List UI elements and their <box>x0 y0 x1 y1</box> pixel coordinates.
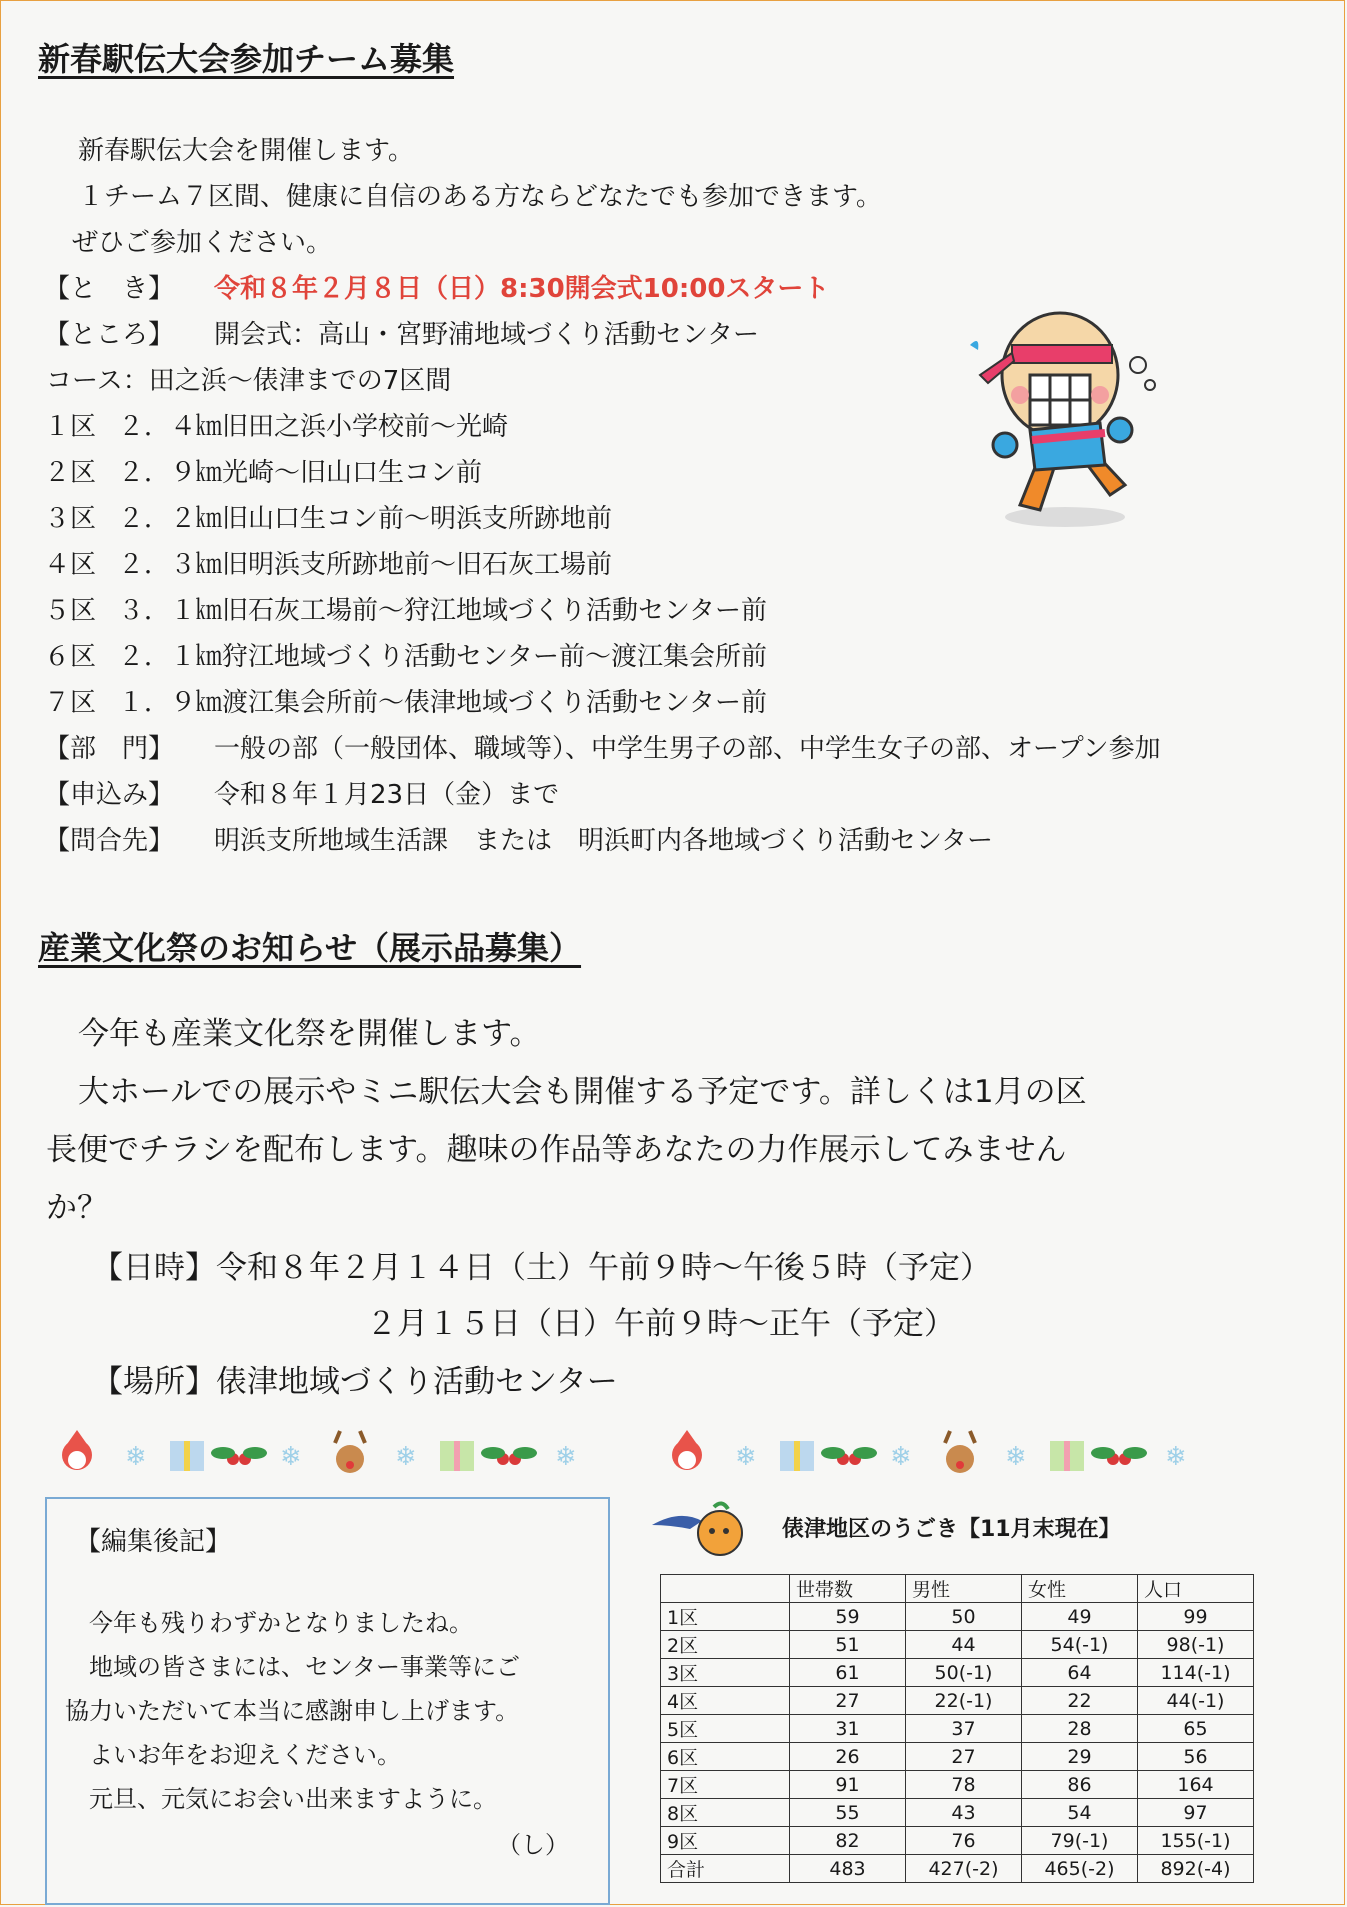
row-label: 7区 <box>661 1771 790 1799</box>
table-cell: 56 <box>1138 1743 1254 1771</box>
table-row <box>661 1743 1254 1771</box>
table-cell: 82 <box>790 1827 906 1855</box>
table-cell: 54(-1) <box>1022 1631 1138 1659</box>
table-header-cell: 女性 <box>1022 1575 1138 1603</box>
table-cell: 31 <box>790 1715 906 1743</box>
table-cell: 51 <box>790 1631 906 1659</box>
table-cell: 50(-1) <box>906 1659 1022 1687</box>
table-cell: 78 <box>906 1771 1022 1799</box>
leg-number: ５区 <box>44 596 97 626</box>
relay-intro-1: 新春駅伝大会を開催します。 <box>78 136 414 166</box>
table-cell: 61 <box>790 1659 906 1687</box>
relay-division <box>44 728 1161 765</box>
row-label: 1区 <box>661 1603 790 1631</box>
editor-title: 【編集後記】 <box>75 1527 232 1557</box>
relay-intro-2: １チーム７区間、健康に自信のある方ならどなたでも参加できます。 <box>78 182 882 212</box>
editor-line-1: 今年も残りわずかとなりましたね。 <box>89 1609 473 1637</box>
table-cell: 79(-1) <box>1022 1827 1138 1855</box>
table-cell: 27 <box>906 1743 1022 1771</box>
table-cell: 76 <box>906 1827 1022 1855</box>
table-cell: 65 <box>1138 1715 1254 1743</box>
editor-line-5: 元旦、元気にお会い出来ますように。 <box>89 1785 497 1813</box>
table-header-cell <box>661 1575 790 1603</box>
table-cell: 892(-4) <box>1138 1855 1254 1883</box>
contact-label: 【問合先】 <box>44 826 175 856</box>
editor-line-4: よいお年をお迎えください。 <box>89 1741 401 1769</box>
date-label: 【日時】 <box>92 1250 216 1286</box>
festival-p1: 今年も産業文化祭を開催します。 <box>78 1016 541 1052</box>
date-value-1: 令和８年２月１４日（土）午前９時～午後５時（予定） <box>216 1250 991 1286</box>
relay-where <box>44 314 759 351</box>
table-header-cell: 人口 <box>1138 1575 1254 1603</box>
leg-distance: ３．１㎞ <box>118 596 223 626</box>
table-cell: 59 <box>790 1603 906 1631</box>
leg-row <box>44 682 767 719</box>
table-row <box>661 1659 1254 1687</box>
table-cell: 37 <box>906 1715 1022 1743</box>
relay-contact <box>44 820 993 857</box>
division-value: 一般の部（一般団体、職域等）、中学生男子の部、中学生女子の部、オープン参加 <box>214 734 1161 764</box>
relay-when <box>44 268 829 305</box>
contact-value: 明浜支所地域生活課 または 明浜町内各地域づくり活動センター <box>214 826 993 856</box>
runner-mascot-illustration <box>960 305 1170 535</box>
table-cell: 29 <box>1022 1743 1138 1771</box>
row-label: 2区 <box>661 1631 790 1659</box>
table-row <box>661 1603 1254 1631</box>
leg-route: 旧山口生コン前～明浜支所跡地前 <box>222 504 613 534</box>
leg-number: ２区 <box>44 458 97 488</box>
table-cell: 98(-1) <box>1138 1631 1254 1659</box>
table-cell: 44(-1) <box>1138 1687 1254 1715</box>
table-cell: 483 <box>790 1855 906 1883</box>
row-label: 9区 <box>661 1827 790 1855</box>
leg-row <box>44 498 612 535</box>
table-cell: 55 <box>790 1799 906 1827</box>
row-label: 6区 <box>661 1743 790 1771</box>
table-header-row <box>661 1575 1254 1603</box>
relay-apply <box>44 774 559 811</box>
table-row <box>661 1687 1254 1715</box>
leg-distance: ２．４㎞ <box>118 412 223 442</box>
row-label: 合計 <box>661 1855 790 1883</box>
svg-text:❄: ❄ <box>125 1442 147 1472</box>
editor-line-3: 協力いただいて本当に感謝申し上げます。 <box>65 1697 520 1725</box>
festival-place-row <box>92 1356 618 1401</box>
division-label: 【部 門】 <box>44 734 175 764</box>
editor-line-2: 地域の皆さまには、センター事業等にご <box>89 1653 521 1681</box>
table-row <box>661 1855 1254 1883</box>
relay-intro-3: ぜひご参加ください。 <box>72 228 333 258</box>
table-cell: 155(-1) <box>1138 1827 1254 1855</box>
leg-distance: ２．３㎞ <box>118 550 223 580</box>
leg-row <box>44 544 612 581</box>
table-cell: 164 <box>1138 1771 1254 1799</box>
table-cell: 26 <box>790 1743 906 1771</box>
population-table <box>660 1574 1254 1883</box>
table-cell: 27 <box>790 1687 906 1715</box>
relay-course: コース：田之浜～俵津までの7区間 <box>46 366 452 396</box>
where-value: 開会式：高山・宮野浦地域づくり活動センター <box>214 320 759 350</box>
population-title: 俵津地区のうごき【11月末現在】 <box>782 1517 1121 1542</box>
leg-number: ７区 <box>44 688 97 718</box>
leg-route: 渡江集会所前～俵津地域づくり活動センター前 <box>222 688 767 718</box>
apply-value: 令和８年１月23日（金）まで <box>214 780 560 810</box>
table-cell: 97 <box>1138 1799 1254 1827</box>
row-label: 8区 <box>661 1799 790 1827</box>
where-label: 【ところ】 <box>44 320 175 350</box>
festival-p2-line2: 長便でチラシを配布します。趣味の作品等あなたの力作展示してみません <box>46 1132 1067 1168</box>
when-label: 【と き】 <box>44 274 175 304</box>
table-cell: 50 <box>906 1603 1022 1631</box>
svg-text:❄: ❄ <box>555 1442 577 1472</box>
festival-date-row <box>92 1242 991 1287</box>
leg-row <box>44 636 767 673</box>
svg-text:❄: ❄ <box>395 1442 417 1472</box>
table-cell: 427(-2) <box>906 1855 1022 1883</box>
editor-signature: （し） <box>497 1831 569 1859</box>
table-cell: 43 <box>906 1799 1022 1827</box>
table-cell: 28 <box>1022 1715 1138 1743</box>
leg-row <box>44 590 767 627</box>
table-cell: 64 <box>1022 1659 1138 1687</box>
table-cell: 44 <box>906 1631 1022 1659</box>
festival-p2-line1: 大ホールでの展示やミニ駅伝大会も開催する予定です。詳しくは1月の区 <box>78 1074 1087 1110</box>
row-label: 5区 <box>661 1715 790 1743</box>
place-label: 【場所】 <box>92 1364 216 1400</box>
row-label: 3区 <box>661 1659 790 1687</box>
leg-distance: ２．２㎞ <box>118 504 223 534</box>
leg-route: 狩江地域づくり活動センター前～渡江集会所前 <box>222 642 767 672</box>
leg-distance: ２．９㎞ <box>118 458 223 488</box>
table-cell: 91 <box>790 1771 906 1799</box>
table-cell: 86 <box>1022 1771 1138 1799</box>
festival-p2-line3: か？ <box>46 1190 108 1226</box>
leg-route: 旧明浜支所跡地前～旧石灰工場前 <box>222 550 613 580</box>
table-cell: 465(-2) <box>1022 1855 1138 1883</box>
place-value: 俵津地域づくり活動センター <box>216 1364 618 1400</box>
table-cell: 22(-1) <box>906 1687 1022 1715</box>
table-header-cell: 世帯数 <box>790 1575 906 1603</box>
leg-row <box>44 406 508 443</box>
leg-number: ６区 <box>44 642 97 672</box>
orange-mascot-icon <box>650 1495 770 1561</box>
leg-route: 旧田之浜小学校前～光崎 <box>222 412 509 442</box>
table-row <box>661 1827 1254 1855</box>
table-cell: 99 <box>1138 1603 1254 1631</box>
leg-number: １区 <box>44 412 97 442</box>
table-row <box>661 1771 1254 1799</box>
leg-route: 旧石灰工場前～狩江地域づくり活動センター前 <box>222 596 767 626</box>
table-row <box>661 1799 1254 1827</box>
table-cell: 49 <box>1022 1603 1138 1631</box>
svg-text:❄: ❄ <box>280 1442 302 1472</box>
table-cell: 114(-1) <box>1138 1659 1254 1687</box>
row-label: 4区 <box>661 1687 790 1715</box>
when-value: 令和８年２月８日（日）8:30開会式10:00スタート <box>214 274 830 304</box>
leg-distance: ２．１㎞ <box>118 642 223 672</box>
table-cell: 54 <box>1022 1799 1138 1827</box>
leg-route: 光崎～旧山口生コン前 <box>222 458 483 488</box>
date-value-2: ２月１５日（日）午前９時～正午（予定） <box>366 1306 955 1342</box>
leg-number: ４区 <box>44 550 97 580</box>
editor-note-box <box>45 1497 610 1905</box>
table-cell: 22 <box>1022 1687 1138 1715</box>
table-row <box>661 1715 1254 1743</box>
apply-label: 【申込み】 <box>44 780 175 810</box>
table-header-cell: 男性 <box>906 1575 1022 1603</box>
table-row <box>661 1631 1254 1659</box>
christmas-decoration-border <box>55 1425 1295 1485</box>
festival-title: 産業文化祭のお知らせ（展示品募集） <box>38 929 582 967</box>
leg-distance: １．９㎞ <box>118 688 223 718</box>
leg-number: ３区 <box>44 504 97 534</box>
leg-row <box>44 452 482 489</box>
relay-title: 新春駅伝大会参加チーム募集 <box>38 40 455 78</box>
